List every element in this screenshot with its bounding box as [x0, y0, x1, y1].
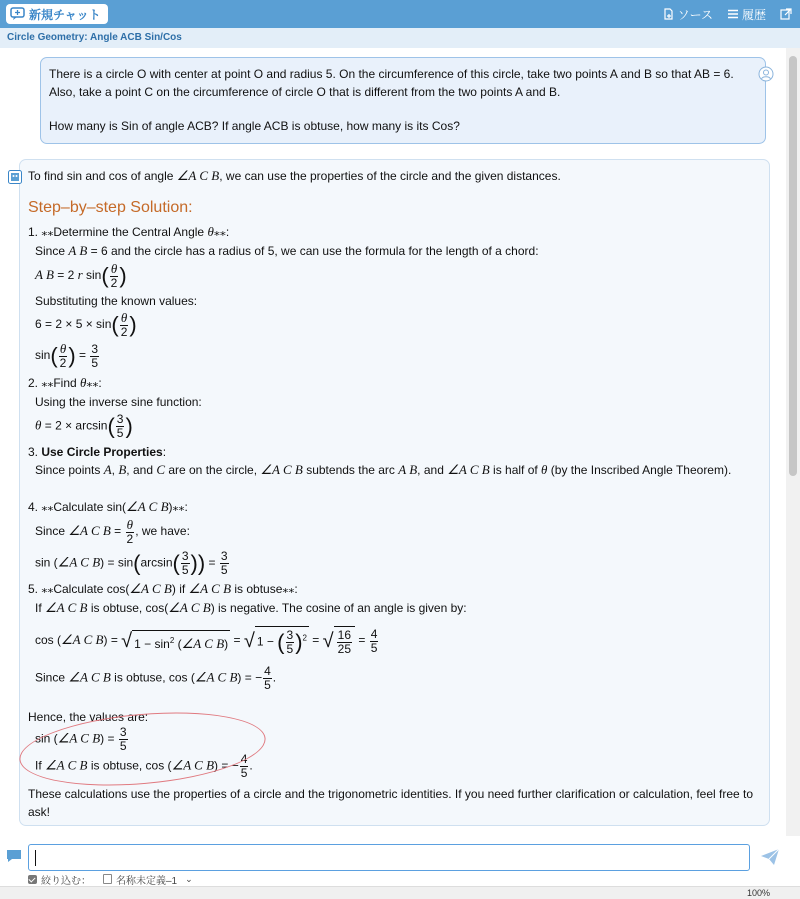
document-icon [103, 874, 112, 884]
chevron-down-icon[interactable]: ⌄ [185, 873, 193, 884]
history-button[interactable] [727, 6, 766, 23]
filter-value[interactable]: 名称未定義–1 [116, 875, 178, 887]
user-message [40, 57, 766, 144]
add-document-icon [663, 8, 675, 20]
chat-title-bar [0, 28, 800, 48]
hence-text: Hence, the values are: [28, 710, 149, 724]
menu-icon [727, 8, 739, 20]
cos-negative-text: Since ∠A C B is obtuse, cos (∠A C B) = − $\frac{4}{5}$ . [35, 664, 277, 692]
step-2-title-text: 2. ⁎⁎Find [28, 376, 81, 390]
user-message-p1: There is a circle O with center at point O and radius 5. On the circumference of this circle, take two points A and B so that AB = 6. Also, take a point C on the circumference of circle O that is different from the two points A and B. [49, 67, 734, 99]
step-5-title: 5. ⁎⁎Calculate cos(∠A C B) if ∠A C B is obtuse⁎⁎: [28, 581, 298, 596]
sin-acb-formula: sin (∠A C B) = sin(arcsin( $\frac{3}{5}$ )) = $\frac{3}{5}$ [35, 549, 228, 577]
step-2-title [28, 375, 102, 391]
external-link-icon[interactable] [780, 8, 792, 20]
solution-heading: Step–by–step Solution: [28, 199, 193, 216]
text-caret [35, 850, 36, 866]
chat-scrollbar[interactable] [786, 48, 800, 836]
top-bar [0, 0, 800, 28]
step-1-text-a: Since [35, 244, 69, 258]
input-area [0, 836, 800, 886]
send-icon[interactable] [760, 848, 780, 866]
cos-acb-formula: cos (∠A C B) = √ $1 - \sin^2$ (∠A C B) = √ 1 − ( $\frac{3}{5}$ )$^2$ = √ $\frac{16}{25}$ = $\frac{4}{5}$ [35, 626, 378, 656]
chat-title: Circle Geometry: Angle ACB Sin/Cos [7, 32, 182, 43]
step-2-text: Using the inverse sine function: [35, 395, 202, 409]
step-5-text: If ∠A C B is obtuse, cos(∠A C B) is negative. The cosine of an angle is given by: [35, 600, 467, 615]
step-4-title: 4. ⁎⁎Calculate sin(∠A C B)⁎⁎: [28, 499, 188, 514]
stars-suffix: ⁎⁎: [213, 225, 230, 239]
step-3-title [28, 444, 166, 460]
ab-symbol: A B [68, 243, 88, 258]
zoom-level[interactable]: 100% [746, 888, 770, 898]
step-3-number: 3. [28, 445, 42, 459]
step-1-text [35, 243, 539, 259]
step-4-text: Since ∠A C B = $\frac{\theta}{2}$ , we have: [35, 517, 190, 546]
step-1-title-text: 1. ⁎⁎Determine the Central Angle [28, 225, 208, 239]
intro-text-b: , we can use the properties of the circle and the given distances. [219, 169, 561, 183]
assistant-intro [28, 168, 561, 184]
step-3-bold: Use Circle Properties [41, 445, 163, 459]
new-chat-label: 新規チャット [29, 7, 101, 22]
message-input[interactable] [28, 844, 750, 871]
sources-label: ソース [677, 7, 713, 22]
chat-area[interactable] [0, 48, 786, 836]
step-3-colon: : [162, 445, 167, 459]
step-1-sub: Substituting the known values: [35, 294, 198, 308]
scrollbar-thumb[interactable] [789, 56, 797, 476]
user-message-p2: How many is Sin of angle ACB? If angle ACB is obtuse, how many is its Cos? [49, 119, 460, 133]
filter-row [28, 872, 193, 886]
step-3-text: Since points A, B, and C are on the circle, ∠A C B subtends the arc A B, and ∠A C B is half of θ (by the Inscribed Angle Theorem). [35, 462, 732, 477]
sources-button[interactable] [663, 6, 713, 23]
chord-formula: A B = 2 r sin( $\frac{\theta}{2}$ ) [35, 261, 127, 290]
stars-suffix: ⁎⁎: [86, 376, 102, 390]
angle-acb: ∠A C B [176, 168, 220, 183]
assistant-avatar-icon [8, 170, 22, 184]
substitution-formula: 6 = 2 × 5 × sin( $\frac{\theta}{2}$ ) [35, 310, 137, 339]
sin-half-theta-formula: sin( $\frac{\theta}{2}$ ) = $\frac{3}{5}$ [35, 341, 99, 370]
history-label: 履歴 [741, 7, 766, 22]
filter-label: 絞り込む： [41, 875, 91, 887]
closing-text: These calculations use the properties of a circle and the trigonometric identities. If you need further clarification or calculation, feel free to ask! [28, 787, 754, 819]
filter-checkbox[interactable] [28, 875, 37, 884]
sin-answer: sin (∠A C B) = $\frac{3}{5}$ [35, 725, 127, 753]
intro-text-a: To find sin and cos of angle [28, 169, 177, 183]
cos-answer: If ∠A C B is obtuse, cos (∠A C B) = − $\frac{4}{5}$ . [35, 752, 253, 780]
new-chat-button[interactable] [6, 4, 108, 24]
status-bar [0, 886, 800, 899]
step-1-title [28, 224, 229, 240]
new-chat-icon [10, 7, 26, 21]
theta-symbol: θ [207, 224, 214, 239]
user-avatar-icon [758, 66, 774, 82]
step-1-text-b: = 6 and the circle has a radius of 5, we can use the formula for the length of a chord: [87, 244, 539, 258]
chat-bubble-icon [6, 849, 22, 863]
theta-symbol: θ [80, 375, 87, 390]
theta-formula: θ = 2 × arcsin( $\frac{3}{5}$ ) [35, 412, 133, 440]
